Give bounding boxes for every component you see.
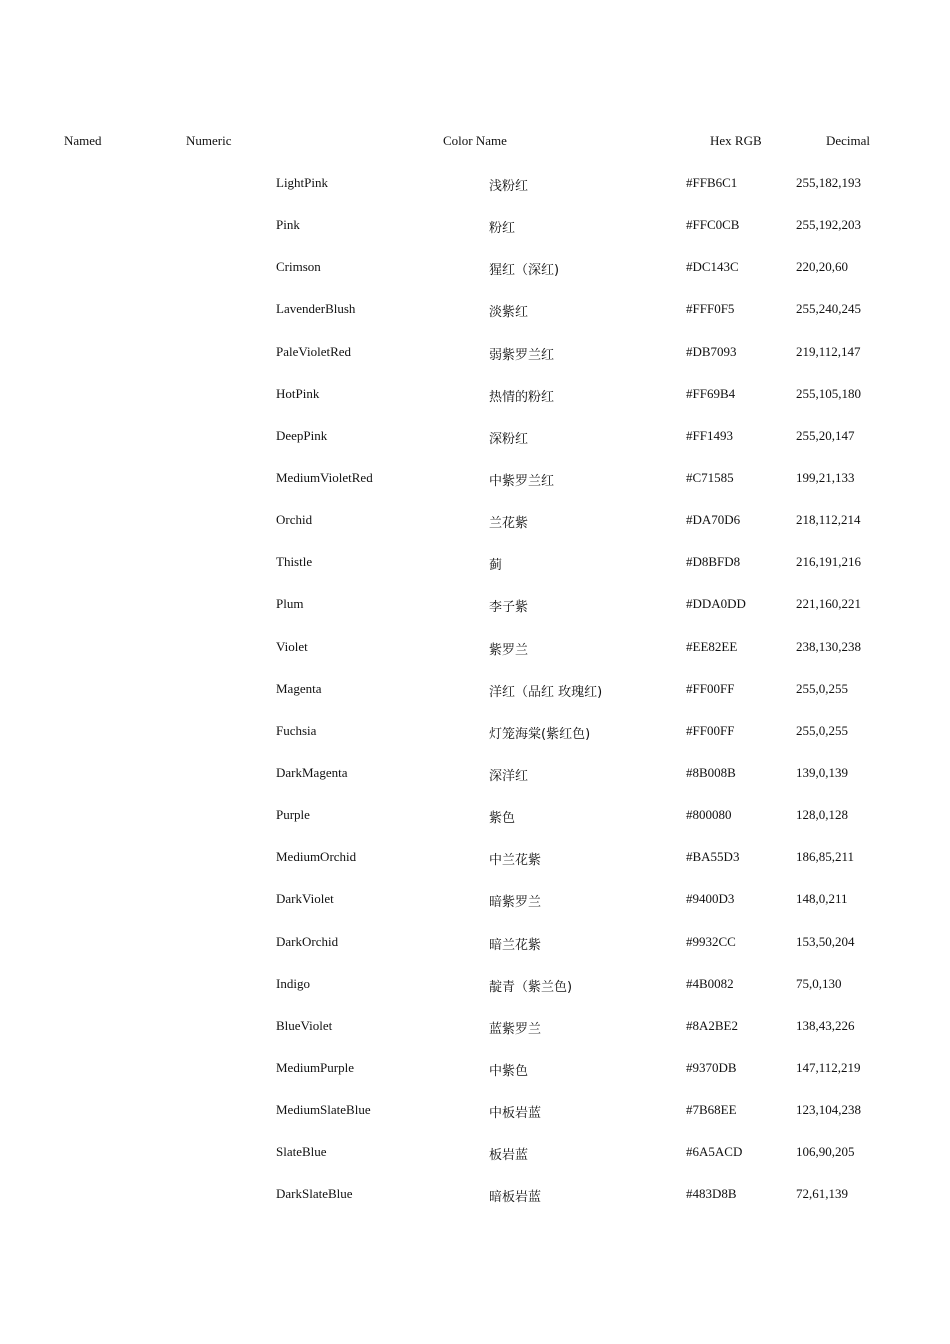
table-row	[0, 934, 950, 976]
header-named: Named	[64, 133, 102, 148]
color-english-name: HotPink	[276, 385, 320, 401]
color-decimal-value: 199,21,133	[796, 469, 855, 485]
color-hex-value: #DDA0DD	[686, 596, 746, 612]
table-row	[0, 639, 950, 681]
color-chinese-name: 中紫罗兰红	[489, 473, 555, 489]
color-chinese-name: 弱紫罗兰红	[489, 347, 555, 363]
color-english-name: Indigo	[276, 975, 310, 991]
color-chinese-name: 热情的粉红	[489, 389, 555, 405]
color-hex-value: #FFC0CB	[686, 217, 740, 233]
color-decimal-value: 148,0,211	[796, 891, 848, 907]
color-decimal-value: 221,160,221	[796, 596, 861, 612]
color-decimal-value: 218,112,214	[796, 512, 861, 528]
color-hex-value: #FFB6C1	[686, 175, 738, 190]
color-decimal-value: 138,43,226	[796, 1017, 855, 1033]
color-english-name: MediumVioletRed	[276, 469, 373, 485]
color-hex-value: #4B0082	[686, 975, 734, 991]
color-chinese-name: 淡紫红	[489, 305, 529, 321]
color-english-name: LightPink	[276, 175, 329, 190]
color-decimal-value: 186,85,211	[796, 849, 855, 865]
color-chinese-name: 深洋红	[489, 768, 529, 784]
table-row	[0, 175, 950, 217]
color-chinese-name: 灯笼海棠(紫红色)	[489, 726, 591, 742]
color-decimal-value: 139,0,139	[796, 764, 848, 780]
table-row	[0, 1186, 950, 1228]
color-chinese-name: 中兰花紫	[489, 853, 542, 869]
color-hex-value: #DB7093	[686, 343, 737, 359]
color-hex-value: #BA55D3	[686, 849, 740, 865]
color-english-name: Magenta	[276, 680, 322, 696]
color-chinese-name: 中板岩蓝	[489, 1106, 542, 1122]
color-decimal-value: 220,20,60	[796, 259, 848, 275]
color-chinese-name: 暗兰花紫	[489, 937, 542, 953]
color-chinese-name: 暗紫罗兰	[489, 895, 542, 911]
color-decimal-value: 75,0,130	[796, 975, 842, 991]
color-decimal-value: 255,20,147	[796, 427, 855, 443]
table-row	[0, 386, 950, 428]
color-decimal-value: 147,112,219	[796, 1059, 861, 1075]
color-english-name: PaleVioletRed	[276, 343, 352, 359]
color-english-name: DarkViolet	[276, 891, 334, 907]
table-row	[0, 512, 950, 554]
color-english-name: Plum	[276, 596, 304, 612]
color-hex-value: #8A2BE2	[686, 1017, 738, 1033]
color-decimal-value: 255,192,203	[796, 217, 861, 233]
table-row	[0, 976, 950, 1018]
table-row	[0, 470, 950, 512]
color-chinese-name: 蓝紫罗兰	[489, 1021, 542, 1037]
color-english-name: DarkOrchid	[276, 933, 339, 949]
color-chinese-name: 紫色	[489, 811, 516, 827]
color-decimal-value: 153,50,204	[796, 933, 855, 949]
color-chinese-name: 洋红（品红 玫瑰红)	[489, 684, 603, 700]
color-hex-value: #FF69B4	[686, 385, 736, 401]
color-english-name: Thistle	[276, 554, 313, 570]
color-chinese-name: 板岩蓝	[489, 1148, 529, 1164]
table-row	[0, 765, 950, 807]
color-table	[0, 175, 950, 1229]
color-hex-value: #DC143C	[686, 259, 739, 275]
table-row	[0, 681, 950, 723]
header-numeric: Numeric	[186, 133, 232, 148]
color-decimal-value: 255,105,180	[796, 385, 861, 401]
color-hex-value: #FFF0F5	[686, 301, 735, 317]
color-decimal-value: 255,182,193	[796, 175, 861, 190]
color-hex-value: #C71585	[686, 469, 734, 485]
color-hex-value: #9400D3	[686, 891, 735, 907]
color-decimal-value: 128,0,128	[796, 807, 848, 823]
color-hex-value: #EE82EE	[686, 638, 738, 654]
color-decimal-value: 219,112,147	[796, 343, 861, 359]
table-row	[0, 596, 950, 638]
color-english-name: Orchid	[276, 512, 313, 528]
color-decimal-value: 72,61,139	[796, 1186, 848, 1202]
header-color-name: Color Name	[443, 133, 507, 148]
color-chinese-name: 紫罗兰	[489, 642, 529, 658]
table-row	[0, 344, 950, 386]
color-hex-value: #7B68EE	[686, 1102, 737, 1118]
color-chinese-name: 蓟	[489, 558, 503, 574]
color-english-name: DarkSlateBlue	[276, 1186, 353, 1202]
color-chinese-name: 中紫色	[489, 1063, 529, 1079]
table-row	[0, 807, 950, 849]
color-chinese-name: 李子紫	[489, 600, 529, 616]
table-row	[0, 554, 950, 596]
color-english-name: DarkMagenta	[276, 764, 348, 780]
color-chinese-name: 粉红	[489, 221, 516, 237]
table-row	[0, 1144, 950, 1186]
color-hex-value: #6A5ACD	[686, 1144, 743, 1160]
color-hex-value: #483D8B	[686, 1186, 737, 1202]
color-chinese-name: 浅粉红	[489, 179, 529, 194]
color-english-name: MediumPurple	[276, 1059, 354, 1075]
color-hex-value: #FF00FF	[686, 680, 735, 696]
table-row	[0, 259, 950, 301]
color-decimal-value: 123,104,238	[796, 1102, 861, 1118]
table-row	[0, 723, 950, 765]
color-chinese-name: 兰花紫	[489, 516, 529, 532]
table-row	[0, 301, 950, 343]
color-decimal-value: 255,0,255	[796, 680, 848, 696]
table-row	[0, 1018, 950, 1060]
color-hex-value: #8B008B	[686, 764, 736, 780]
color-english-name: Fuchsia	[276, 722, 317, 738]
color-decimal-value: 216,191,216	[796, 554, 861, 570]
header-hex-rgb: Hex RGB	[710, 133, 762, 148]
color-hex-value: #9932CC	[686, 933, 736, 949]
color-decimal-value: 238,130,238	[796, 638, 861, 654]
color-hex-value: #9370DB	[686, 1059, 737, 1075]
table-row	[0, 428, 950, 470]
table-row	[0, 891, 950, 933]
header-decimal: Decimal	[826, 133, 871, 148]
table-row	[0, 1060, 950, 1102]
color-decimal-value: 255,0,255	[796, 722, 848, 738]
color-decimal-value: 255,240,245	[796, 301, 861, 317]
color-english-name: Pink	[276, 217, 300, 233]
table-row	[0, 217, 950, 259]
color-decimal-value: 106,90,205	[796, 1144, 855, 1160]
color-chinese-name: 深粉红	[489, 431, 529, 447]
color-hex-value: #FF1493	[686, 427, 733, 443]
color-english-name: Violet	[276, 638, 308, 654]
color-hex-value: #DA70D6	[686, 512, 741, 528]
color-chinese-name: 猩红（深红)	[489, 263, 560, 279]
color-english-name: Purple	[276, 807, 310, 823]
color-english-name: SlateBlue	[276, 1144, 327, 1160]
color-hex-value: #FF00FF	[686, 722, 735, 738]
color-chinese-name: 靛青（紫兰色)	[489, 979, 573, 995]
color-english-name: Crimson	[276, 259, 321, 275]
color-english-name: DeepPink	[276, 427, 328, 443]
color-chinese-name: 暗板岩蓝	[489, 1190, 542, 1206]
color-hex-value: #800080	[686, 807, 732, 823]
color-english-name: BlueViolet	[276, 1017, 333, 1033]
table-row	[0, 1102, 950, 1144]
table-row	[0, 849, 950, 891]
color-hex-value: #D8BFD8	[686, 554, 741, 570]
color-english-name: MediumOrchid	[276, 849, 357, 865]
color-english-name: MediumSlateBlue	[276, 1102, 371, 1118]
table-header	[0, 133, 950, 151]
color-english-name: LavenderBlush	[276, 301, 356, 317]
